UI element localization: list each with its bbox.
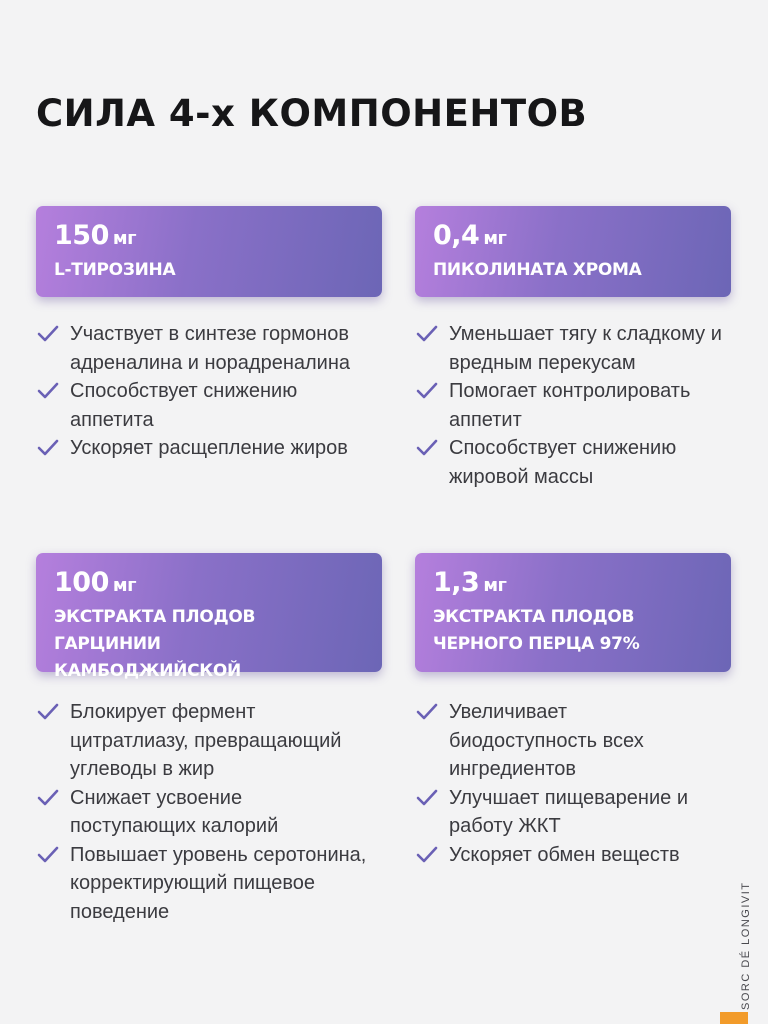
amount-unit: мг bbox=[112, 575, 136, 596]
benefit-item bbox=[36, 841, 386, 927]
component-name-line: КАМБОДЖИЙСКОЙ bbox=[54, 661, 241, 681]
benefit-item bbox=[415, 698, 735, 784]
benefit-text: Улучшает пищеварение и работу ЖКТ bbox=[449, 786, 688, 837]
benefit-text: Снижает усвоение поступающих калорий bbox=[70, 786, 279, 837]
benefit-item bbox=[415, 377, 745, 434]
component-name-line: ЧЕРНОГО ПЕРЦА 97% bbox=[433, 634, 640, 654]
component-card-black-pepper bbox=[415, 553, 731, 672]
benefit-list-black-pepper bbox=[415, 698, 735, 869]
benefit-item bbox=[36, 698, 386, 784]
card-amount bbox=[433, 220, 713, 255]
component-card-garcinia bbox=[36, 553, 382, 681]
benefit-text: Увеличивает биодоступность всех ингредиентов bbox=[449, 701, 644, 780]
page-title: СИЛА 4-х КОМПОНЕНТОВ bbox=[36, 92, 588, 135]
amount-unit: мг bbox=[483, 228, 507, 249]
card-component-name bbox=[433, 604, 713, 658]
amount-value: 1,3 bbox=[433, 567, 480, 598]
benefit-text: Ускоряет обмен веществ bbox=[449, 843, 680, 866]
check-icon bbox=[415, 788, 439, 808]
component-name-line: ПИКОЛИНАТА ХРОМА bbox=[433, 260, 642, 280]
card-amount bbox=[433, 567, 713, 602]
benefit-text: Помогает контролировать аппетит bbox=[449, 380, 691, 431]
amount-value: 0,4 bbox=[433, 220, 480, 251]
benefit-text: Уменьшает тягу к сладкому и вредным перекусам bbox=[449, 323, 722, 374]
card-component-name bbox=[54, 257, 364, 284]
benefit-list-chromium-picolinate bbox=[415, 320, 745, 491]
benefit-item bbox=[415, 320, 745, 377]
benefit-list-l-tyrosine bbox=[36, 320, 386, 463]
brand-mark bbox=[740, 860, 760, 1010]
card-amount bbox=[54, 220, 364, 255]
check-icon bbox=[415, 438, 439, 458]
benefit-item bbox=[36, 784, 386, 841]
benefit-item bbox=[415, 841, 735, 870]
benefit-text: Способствует снижению аппетита bbox=[70, 380, 298, 431]
component-card-l-tyrosine bbox=[36, 206, 382, 297]
benefit-text: Блокирует фермент цитратлиазу, превращающий углеводы в жир bbox=[70, 701, 342, 780]
brand-text: SORC DÉ LONGIVIT bbox=[740, 881, 752, 1010]
check-icon bbox=[415, 845, 439, 865]
check-icon bbox=[36, 324, 60, 344]
benefit-text: Способствует снижению жировой массы bbox=[449, 437, 677, 488]
check-icon bbox=[36, 381, 60, 401]
check-icon bbox=[36, 845, 60, 865]
check-icon bbox=[415, 702, 439, 722]
component-name-line: L-ТИРОЗИНА bbox=[54, 260, 176, 280]
benefit-item bbox=[36, 434, 386, 463]
benefit-text: Участвует в синтезе гормонов адреналина и норадреналина bbox=[70, 323, 351, 374]
card-amount bbox=[54, 567, 364, 602]
benefit-list-garcinia bbox=[36, 698, 386, 926]
component-card-chromium-picolinate bbox=[415, 206, 731, 297]
brand-accent-bar bbox=[720, 1012, 748, 1024]
benefit-item bbox=[36, 320, 386, 377]
amount-value: 100 bbox=[54, 567, 109, 598]
benefit-item bbox=[36, 377, 386, 434]
benefit-item bbox=[415, 434, 745, 491]
component-name-line: ЭКСТРАКТА ПЛОДОВ ГАРЦИНИИ bbox=[54, 607, 256, 654]
card-component-name bbox=[54, 604, 364, 685]
amount-unit: мг bbox=[112, 228, 136, 249]
check-icon bbox=[415, 324, 439, 344]
benefit-item bbox=[415, 784, 735, 841]
amount-unit: мг bbox=[483, 575, 507, 596]
check-icon bbox=[36, 702, 60, 722]
benefit-text: Ускоряет расщепление жиров bbox=[70, 437, 348, 459]
component-name-line: ЭКСТРАКТА ПЛОДОВ bbox=[433, 607, 635, 627]
check-icon bbox=[36, 438, 60, 458]
benefit-text: Повышает уровень серотонина, корректирующий пищевое поведение bbox=[70, 843, 367, 923]
amount-value: 150 bbox=[54, 220, 109, 251]
card-component-name bbox=[433, 257, 713, 284]
check-icon bbox=[415, 381, 439, 401]
check-icon bbox=[36, 788, 60, 808]
